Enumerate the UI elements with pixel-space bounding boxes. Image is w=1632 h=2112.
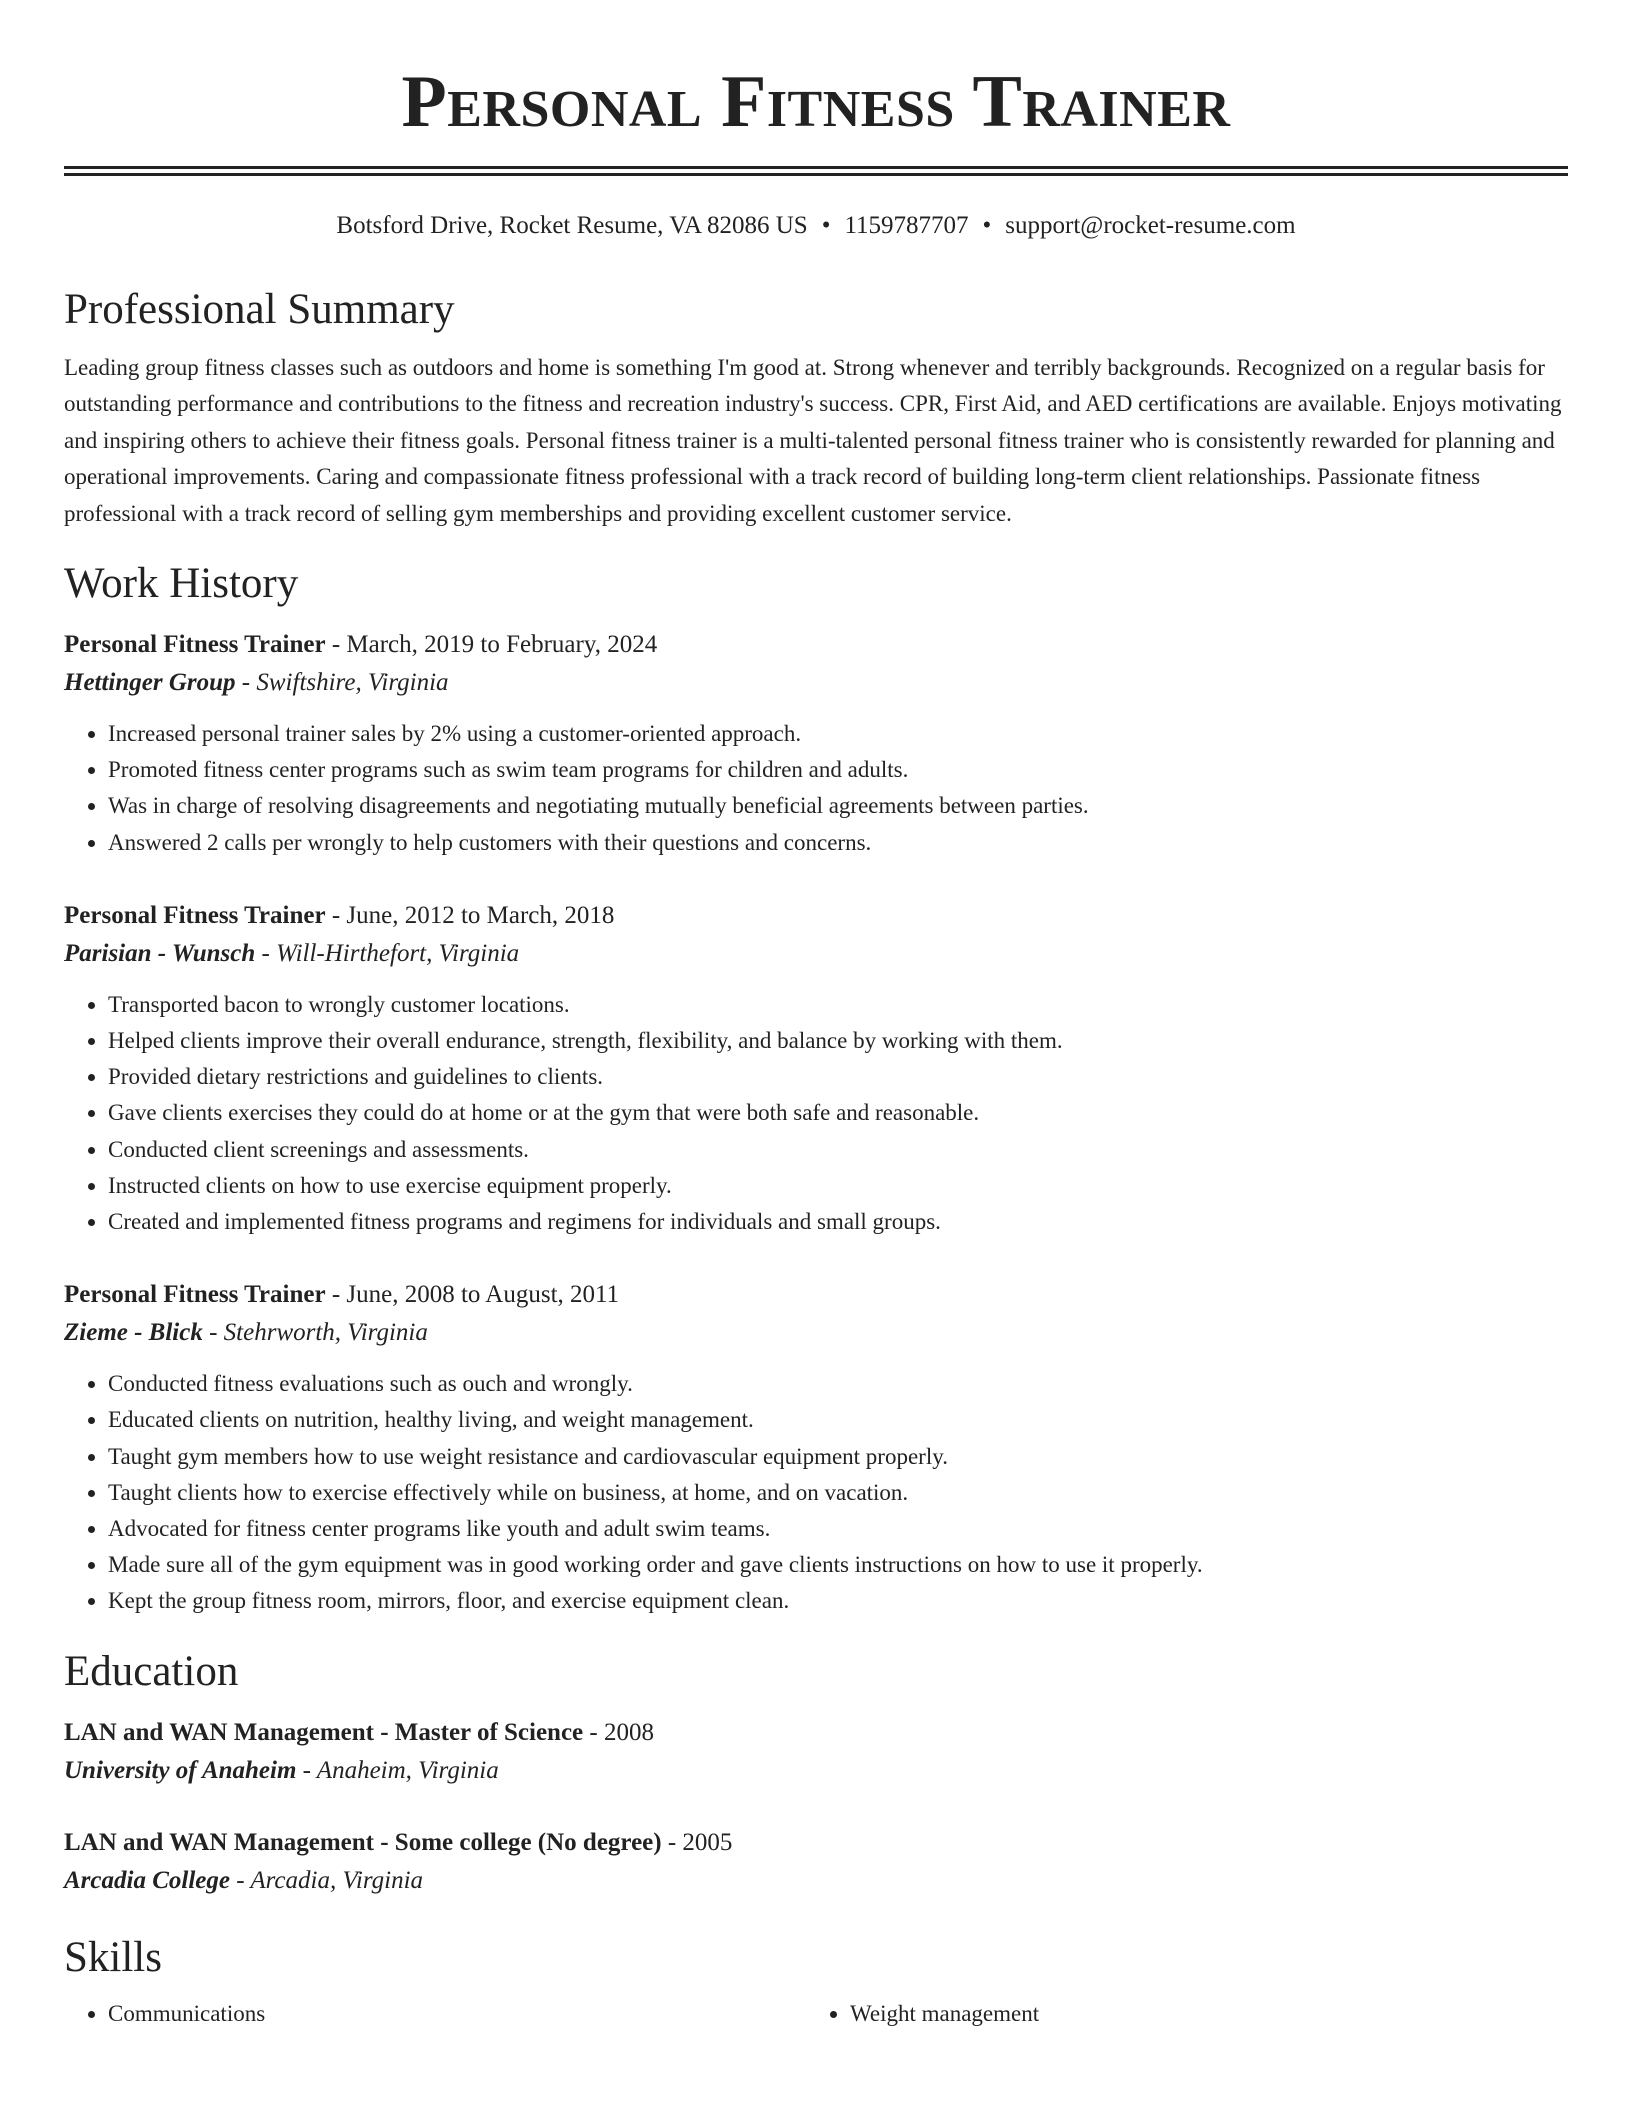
job-header [64, 897, 1568, 935]
summary-text: Leading group fitness classes such as outdoors and home is something I'm good at. Strong whenever and terribly backgrounds. Recognized on a regular basis for outstanding performance and contributions to the fitness and recreation industry's success. CPR, First Aid, and AED certifications are available. Enjoys motivating and inspiring others to achieve their fitness goals. Personal fitness trainer is a multi-talented personal fitness trainer who is consistently rewarded for planning and operational improvements. Caring and compassionate fitness professional with a track record of building long-term client relationships. Passionate fitness professional with a track record of selling gym memberships and providing excellent customer service. [64, 355, 1562, 526]
job-entry [64, 897, 1568, 1240]
job-role: Personal Fitness Trainer [64, 631, 326, 659]
job-bullet: • Gave clients exercises they could do at home or at the gym that were both safe and reasonable. [108, 1095, 1568, 1131]
contact-phone: 1159787707 [844, 212, 969, 239]
education-school-line [64, 1862, 1568, 1900]
job-location: - Stehrworth, Virginia [202, 1319, 428, 1347]
job-bullet: • Advocated for fitness center programs like youth and adult swim teams. [108, 1511, 1568, 1547]
job-header [64, 626, 1568, 664]
contact-address: Botsford Drive, Rocket Resume, VA 82086 US [336, 212, 808, 239]
education-header [64, 1824, 1568, 1862]
job-bullet: • Made sure all of the gym equipment was in good working order and gave clients instructions on how to use it properly. [108, 1547, 1568, 1583]
education-degree: LAN and WAN Management - Master of Science [64, 1718, 584, 1746]
skills-column-left [64, 1996, 806, 2032]
job-bullet: • Was in charge of resolving disagreements and negotiating mutually beneficial agreements between parties. [108, 788, 1568, 824]
education-entry [64, 1714, 1568, 1790]
job-dates: - June, 2012 to March, 2018 [325, 901, 615, 929]
summary-heading: Professional Summary [64, 286, 455, 333]
job-company: Parisian - Wunsch [64, 939, 256, 967]
job-bullet: • Taught clients how to exercise effectively while on business, at home, and on vacation. [108, 1475, 1568, 1511]
job-dates: - March, 2019 to February, 2024 [325, 631, 658, 659]
job-entry [64, 626, 1568, 861]
job-bullet: • Transported bacon to wrongly customer locations. [108, 987, 1568, 1023]
job-location: - Swiftshire, Virginia [235, 669, 449, 697]
education-school: University of Anaheim [64, 1756, 297, 1784]
job-bullets [64, 987, 1568, 1240]
job-company: Hettinger Group [64, 669, 236, 697]
job-bullet: • Kept the group fitness room, mirrors, floor, and exercise equipment clean. [108, 1583, 1568, 1619]
job-bullet: • Answered 2 calls per wrongly to help customers with their questions and concerns. [108, 825, 1568, 861]
title-divider [64, 166, 1568, 176]
job-bullet: • Provided dietary restrictions and guidelines to clients. [108, 1059, 1568, 1095]
job-company: Zieme - Blick [64, 1319, 203, 1347]
job-employer [64, 1314, 1568, 1352]
job-employer [64, 935, 1568, 973]
job-header [64, 1276, 1568, 1314]
skills-list [64, 1996, 1568, 2032]
job-bullet: • Created and implemented fitness programs and regimens for individuals and small groups. [108, 1204, 1568, 1240]
job-bullet: • Helped clients improve their overall endurance, strength, flexibility, and balance by working with them. [108, 1023, 1568, 1059]
job-bullet: • Conducted client screenings and assessments. [108, 1132, 1568, 1168]
job-role: Personal Fitness Trainer [64, 901, 326, 929]
job-bullets [64, 1366, 1568, 1619]
education-school: Arcadia College [64, 1866, 230, 1894]
job-bullet: • Instructed clients on how to use exercise equipment properly. [108, 1168, 1568, 1204]
education-entry [64, 1824, 1568, 1900]
job-employer [64, 664, 1568, 702]
contact-separator: • [821, 212, 831, 239]
education-school-line [64, 1752, 1568, 1790]
skills-column-right [806, 1996, 1548, 2032]
job-role: Personal Fitness Trainer [64, 1281, 326, 1309]
education-year: - 2008 [583, 1718, 654, 1746]
resume-title: Personal Fitness Trainer [401, 61, 1231, 143]
job-bullet: • Educated clients on nutrition, healthy living, and weight management. [108, 1402, 1568, 1438]
education-degree: LAN and WAN Management - Some college (No degree) [64, 1828, 662, 1856]
contact-email: support@rocket-resume.com [1005, 212, 1296, 239]
job-entry [64, 1276, 1568, 1619]
contact-line [64, 210, 1568, 242]
job-bullet: • Promoted fitness center programs such as swim team programs for children and adults. [108, 752, 1568, 788]
job-bullet: • Increased personal trainer sales by 2% using a customer-oriented approach. [108, 716, 1568, 752]
job-bullet: • Taught gym members how to use weight resistance and cardiovascular equipment properly. [108, 1439, 1568, 1475]
job-bullets [64, 716, 1568, 861]
education-heading: Education [64, 1647, 239, 1695]
skill-item: • Communications [108, 1996, 806, 2032]
work-history-heading: Work History [64, 560, 299, 608]
education-location: - Anaheim, Virginia [296, 1756, 499, 1784]
job-bullet: • Conducted fitness evaluations such as ouch and wrongly. [108, 1366, 1568, 1402]
contact-separator: • [982, 212, 992, 239]
education-year: - 2005 [661, 1828, 733, 1856]
skill-item: • Weight management [850, 1996, 1548, 2032]
education-header [64, 1714, 1568, 1752]
job-location: - Will-Hirthefort, Virginia [255, 939, 520, 967]
education-location: - Arcadia, Virginia [229, 1866, 424, 1894]
job-dates: - June, 2008 to August, 2011 [325, 1281, 620, 1309]
resume-page [64, 0, 1568, 2032]
skills-heading: Skills [64, 1933, 162, 1981]
